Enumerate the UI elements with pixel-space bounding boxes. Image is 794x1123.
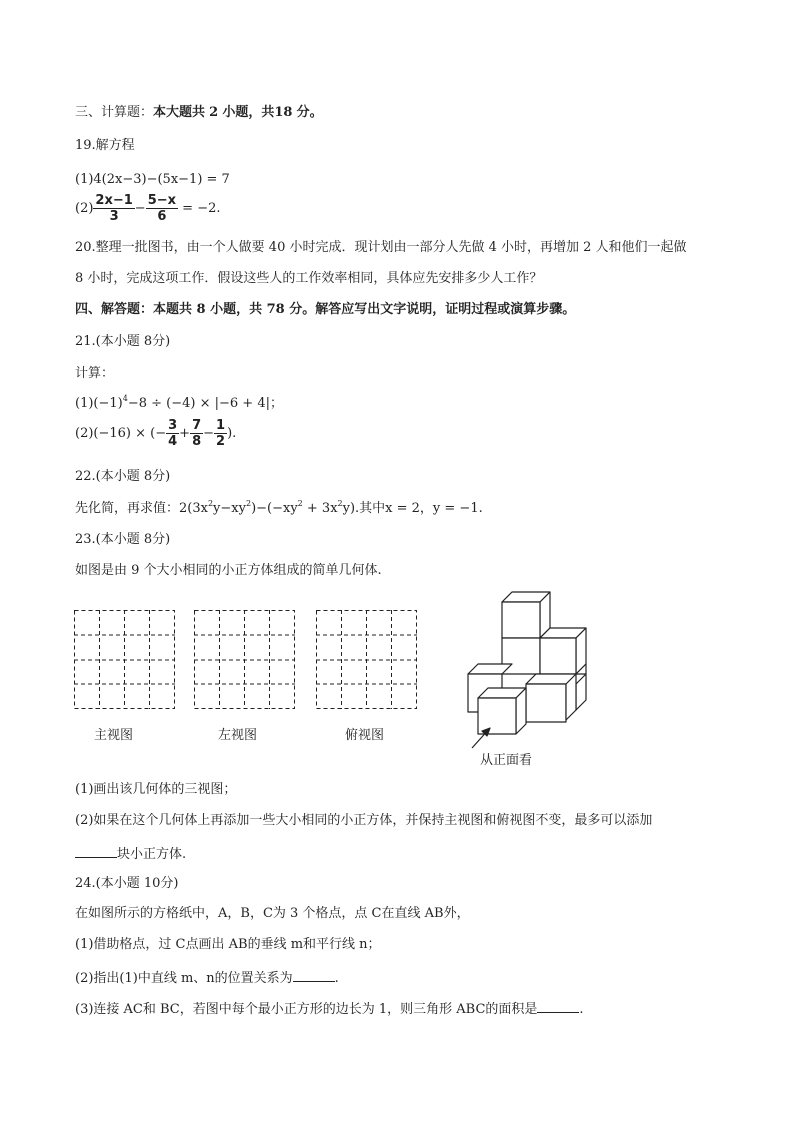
left-view-grid <box>194 610 296 710</box>
q19-title: 19.解方程 <box>75 138 135 153</box>
q23-part2-line1: (2)如果在这个几何体上再添加一些大小相同的小正方体，并保持主视图和俯视图不变，最多可以添加 <box>75 813 653 828</box>
answer-blank[interactable] <box>293 969 335 982</box>
top-view-label: 俯视图 <box>345 728 385 743</box>
left-view-label: 左视图 <box>218 728 258 743</box>
q24-part2: (2)指出(1)中直线 m、n的位置关系为 . <box>75 971 339 986</box>
q21-part2: (2)(−16) × (− $\frac{3}{4}$ + $\frac{7}{8}$ − $\frac{1}{2}$ ). <box>75 418 237 449</box>
front-view-label: 主视图 <box>94 728 134 743</box>
fraction: $\frac{2x-1}{3}$ <box>95 193 133 224</box>
q19-part2: (2) $\frac{2x-1}{3}$ − $\frac{5-x}{6}$ = −2. <box>75 193 221 224</box>
q20-line2: 8 小时，完成这项工作．假设这些人的工作效率相同，具体应先安排多少人工作？ <box>75 271 543 286</box>
fraction: $\frac{3}{4}$ <box>168 418 178 449</box>
fraction: $\frac{7}{8}$ <box>192 418 202 449</box>
q24-intro: 在如图所示的方格纸中，A，B，C为 3 个格点，点 C在直线 AB外， <box>75 906 470 921</box>
answer-blank[interactable] <box>75 845 117 858</box>
q23-part1: (1)画出该几何体的三视图； <box>75 782 237 797</box>
fraction: $\frac{1}{2}$ <box>216 418 226 449</box>
cube-stack-figure <box>460 588 590 748</box>
q23-part2-line2: 块小正方体. <box>75 845 186 863</box>
q21-title: 21.(本小题 8分) <box>75 334 171 349</box>
q20-line1: 20.整理一批图书，由一个人做要 40 小时完成．现计划由一部分人先做 4 小时，再增加 2 人和他们一起做 <box>75 240 687 255</box>
top-view-grid <box>316 610 418 710</box>
q23-title: 23.(本小题 8分) <box>75 532 171 547</box>
front-view-grid <box>74 610 176 710</box>
q22-body: 先化简，再求值：$2(3x^2y-xy^2)-(-xy^2 + 3x^2y)$.其中x = 2，y = −1. <box>75 499 483 516</box>
section-4-heading: 四、解答题：本题共 8 小题，共 78 分。解答应写出文字说明，证明过程或演算步骤。 <box>75 302 576 317</box>
q19-part1: (1)4(2x−3)−(5x−1) = 7 <box>75 172 230 187</box>
q21-intro: 计算： <box>75 366 115 381</box>
fraction: $\frac{5-x}{6}$ <box>147 193 177 224</box>
q23-intro: 如图是由 9 个大小相同的小正方体组成的简单几何体. <box>75 563 382 578</box>
answer-blank[interactable] <box>537 1000 579 1013</box>
q21-part1: $(1)(-1)^4-8 \div (-4) \times |-6 + 4|$； <box>75 394 283 411</box>
q24-part3: (3)连接 AC和 BC，若图中每个最小正方形的边长为 1，则三角形 ABC的面积是 . <box>75 1002 584 1017</box>
arrow-label: 从正面看 <box>480 753 533 768</box>
q24-part1: (1)借助格点，过 C点画出 AB的垂线 m和平行线 n； <box>75 937 381 952</box>
q22-title: 22.(本小题 8分) <box>75 469 171 484</box>
section-3-heading: 三、计算题：本大题共 2 小题，共18 分。 <box>75 105 323 120</box>
q24-title: 24.(本小题 10分) <box>75 876 179 891</box>
